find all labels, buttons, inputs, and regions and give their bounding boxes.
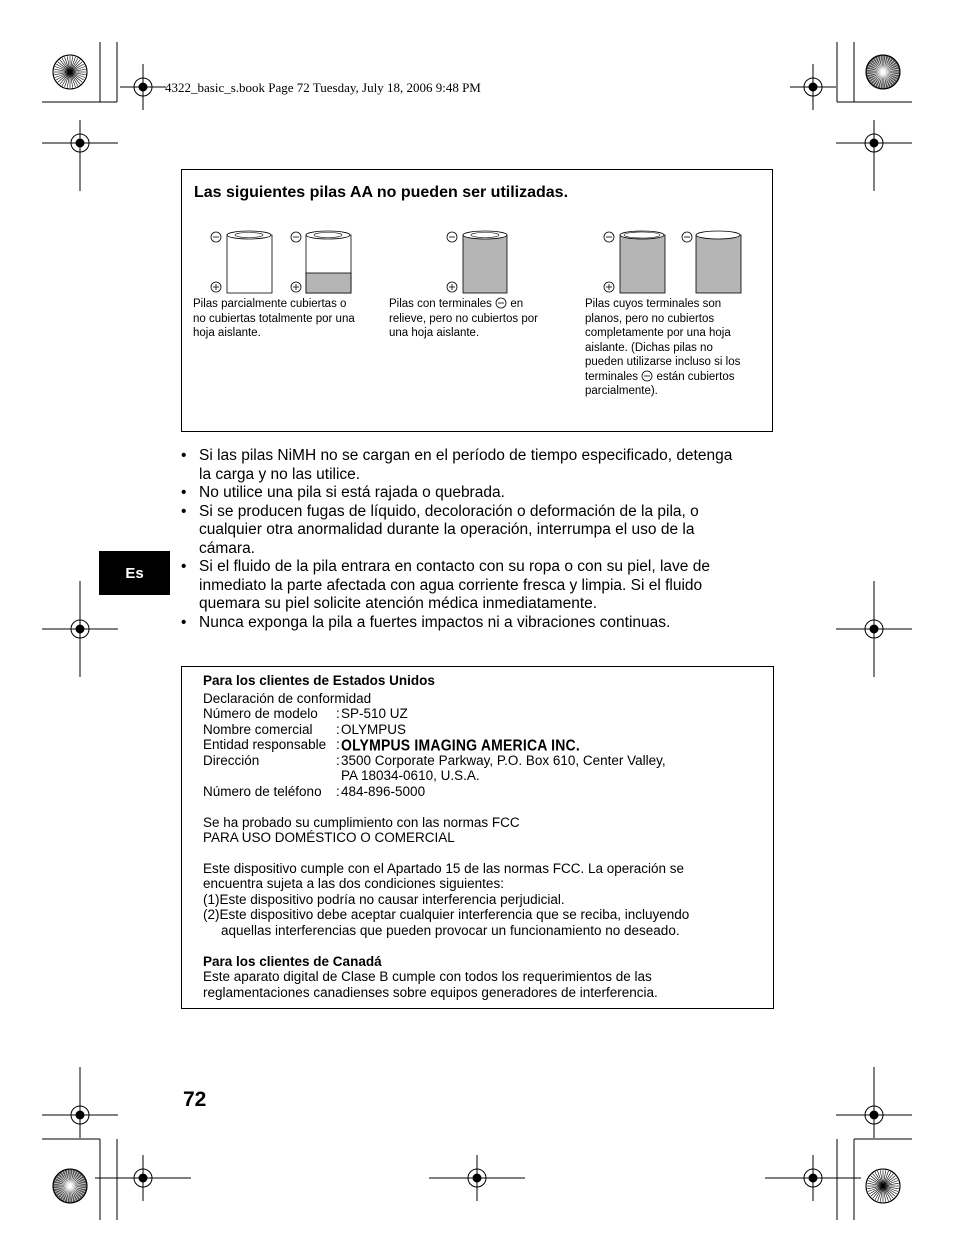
list-item: • Si el fluido de la pila entrara en contacto con su ropa o con su piel, lave de inmediato la parte afectada con agua corriente fresca y limpia. Si el fluido quemara su piel solicite atención médica inmediatamente.	[181, 558, 710, 612]
battery-warning-box	[181, 169, 773, 432]
declaration-label: Declaración de conformidad	[203, 691, 372, 706]
battery-flat-terminal-icon	[604, 231, 665, 293]
battery-flat-uncovered-icon	[682, 231, 741, 293]
page-number: 72	[183, 1088, 207, 1111]
fcc-compliance-box: Para los clientes de Estados Unidos Declaración de conformidad Número de modelo : SP-510 UZ Nombre comercial : OLYMPUS Entidad responsable : OLYMPUS IMAGING AMERICA INC. Dirección : 3500 Corporate Parkway, P.O. Box 610, Center Valley, PA 18034-0610, U.S.A. Número de teléfono : 484-896-5000 Se ha probado su cumplimiento con las normas FCC PARA USO DOMÉSTICO O COMERCIAL Este dispositivo cumple con el Apartado 15 de las normas FCC. La operación se encuentra sujeta a las dos condiciones siguientes: (1)Este dispositivo podría no causar interferencia perjudicial. (2)Este dispositivo debe aceptar cualquier interferencia que se reciba, incluyendo aquellas interferencias que pueden provocar un funcionamiento no deseado. Para los clientes de Canadá Este aparato digital de Clase B cumple con todos los requerimientos de las reglamentaciones canadienses sobre equipos generadores de interferencia.	[181, 666, 774, 1009]
phone-value: 484-896-5000	[341, 784, 426, 799]
model-number-label: Número de modelo	[203, 706, 318, 721]
fcc-tested-line: Se ha probado su cumplimiento con las normas FCC	[203, 815, 520, 830]
list-item: • Si las pilas NiMH no se cargan en el período de tiempo especificado, detenga la carga y no las utilice.	[181, 447, 733, 483]
condition-2-cont: aquellas interferencias que pueden provocar un funcionamiento no deseado.	[221, 923, 680, 938]
print-header: 4322_basic_s.book Page 72 Tuesday, July 18, 2006 9:48 PM	[165, 80, 481, 95]
phone-label: Número de teléfono	[203, 784, 322, 799]
battery-caption-2: Pilas con terminales en relieve, pero no cubiertos por una hoja aislante.	[389, 298, 538, 339]
battery-partially-covered-icon	[291, 231, 351, 293]
list-item: • Nunca exponga la pila a fuertes impactos ni a vibraciones continuas.	[181, 613, 671, 631]
battery-raised-terminal-icon	[447, 231, 507, 293]
canada-line-1: Este aparato digital de Clase B cumple con todos los requerimientos de las	[203, 969, 652, 984]
model-number-value: SP-510 UZ	[341, 706, 408, 721]
address-label: Dirección	[203, 753, 260, 768]
canada-line-2: reglamentaciones canadienses sobre equipos generadores de interferencia.	[203, 985, 658, 1000]
fcc-use-line: PARA USO DOMÉSTICO O COMERCIAL	[203, 830, 455, 845]
battery-warnings-list	[181, 447, 776, 632]
battery-illustrations	[182, 170, 772, 300]
trade-name-label: Nombre comercial	[203, 722, 313, 737]
address-value: 3500 Corporate Parkway, P.O. Box 610, Center Valley,	[341, 753, 666, 768]
list-item: • No utilice una pila si está rajada o quebrada.	[181, 484, 505, 501]
minus-terminal-icon	[641, 370, 653, 382]
minus-terminal-icon	[495, 297, 507, 309]
responsible-party-label: Entidad responsable	[203, 737, 327, 752]
battery-caption-3: Pilas cuyos terminales son planos, pero no cubiertos completamente por una hoja aislante. (Dichas pilas no pueden utilizarse incluso si los terminales están cubiertos parcialmente).	[585, 298, 741, 397]
olympus-imaging-logo: OLYMPUS IMAGING AMERICA INC.	[341, 736, 580, 754]
condition-1: (1)Este dispositivo podría no causar interferencia perjudicial.	[203, 892, 565, 907]
battery-caption-1: Pilas parcialmente cubiertas o no cubiertas totalmente por una hoja aislante.	[193, 298, 355, 339]
canada-heading: Para los clientes de Canadá	[203, 954, 382, 969]
battery-uncovered-icon	[211, 231, 272, 293]
condition-2: (2)Este dispositivo debe aceptar cualquier interferencia que se reciba, incluyendo	[203, 907, 690, 922]
battery-box-title: Las siguientes pilas AA no pueden ser utilizadas.	[194, 184, 569, 201]
language-tab: Es	[99, 551, 170, 595]
trade-name-value: OLYMPUS	[341, 722, 407, 737]
address-value-2: PA 18034-0610, U.S.A.	[341, 768, 480, 783]
list-item: • Si se producen fugas de líquido, decoloración o deformación de la pila, o cualquier otra anormalidad durante la operación, interrumpa el uso de la cámara.	[181, 502, 699, 557]
us-customers-heading: Para los clientes de Estados Unidos	[203, 673, 435, 688]
part15-line-1: Este dispositivo cumple con el Apartado 15 de las normas FCC. La operación se	[203, 861, 685, 876]
part15-line-2: encuentra sujeta a las dos condiciones siguientes:	[203, 876, 504, 891]
